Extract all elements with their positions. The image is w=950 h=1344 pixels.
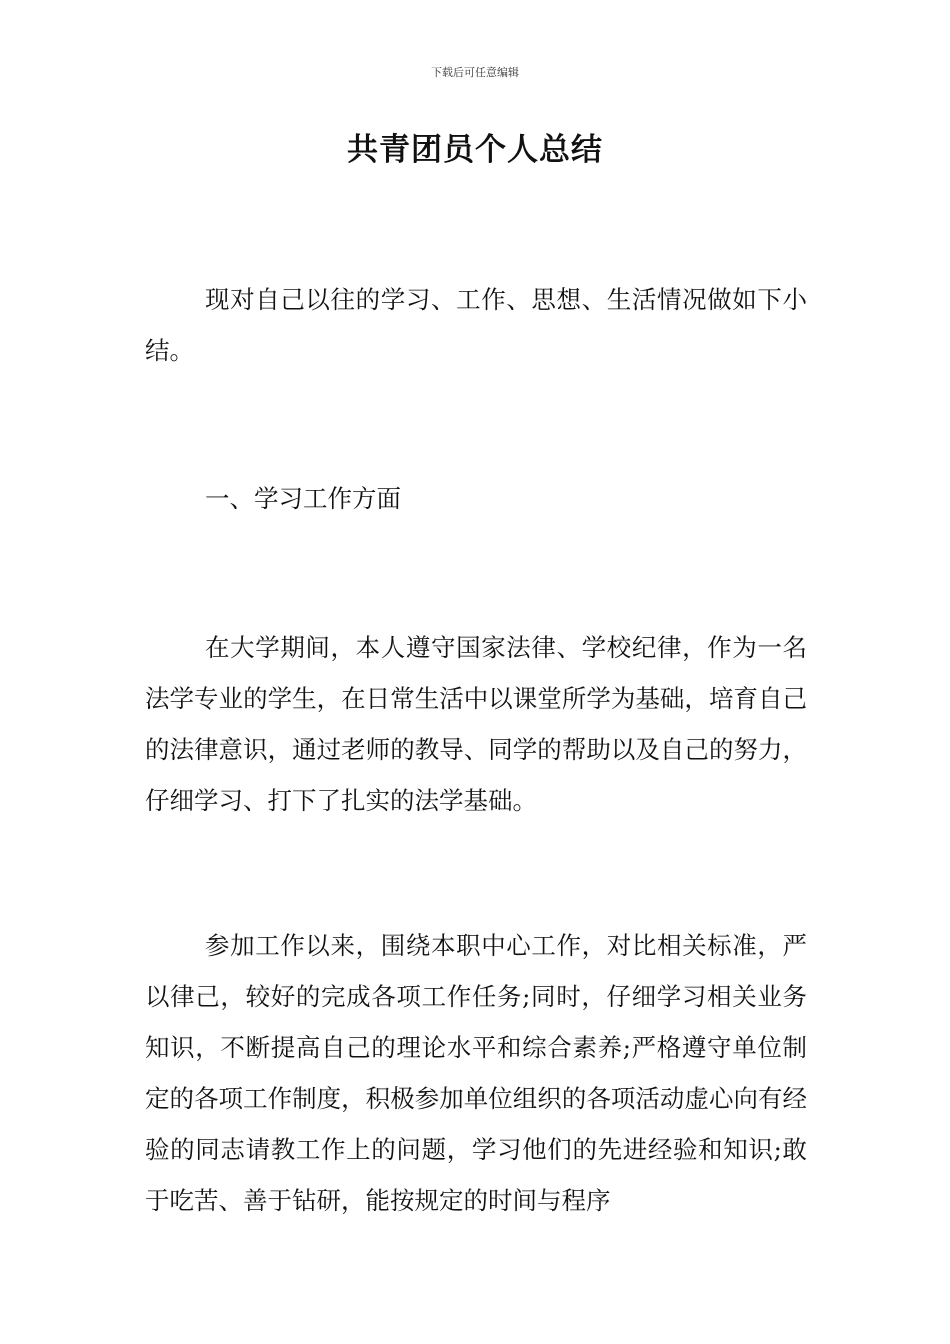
work-paragraph: 参加工作以来，围绕本职中心工作，对比相关标准，严以律己，较好的完成各项工作任务;同时，仔细学习相关业务知识，不断提高自己的理论水平和综合素养;严格遵守单位制定的各项工作制度，积极参加单位组织的各项活动虚心向有经验的同志请教工作上的问题，学习他们的先进经验和知识;敢于吃苦、善于钻研，能按规定的时间与程序 xyxy=(145,931,807,1215)
study-paragraph: 在大学期间，本人遵守国家法律、学校纪律，作为一名法学专业的学生，在日常生活中以课堂所学为基础，培育自己的法律意识，通过老师的教导、同学的帮助以及自己的努力，仔细学习、打下了扎实的法学基础。 xyxy=(145,633,807,815)
document-title: 共青团员个人总结 xyxy=(347,132,603,168)
header-note: 下载后可任意编辑 xyxy=(431,66,519,79)
section-heading-study-work: 一、学习工作方面 xyxy=(205,484,401,513)
intro-paragraph: 现对自己以往的学习、工作、思想、生活情况做如下小结。 xyxy=(145,285,807,365)
